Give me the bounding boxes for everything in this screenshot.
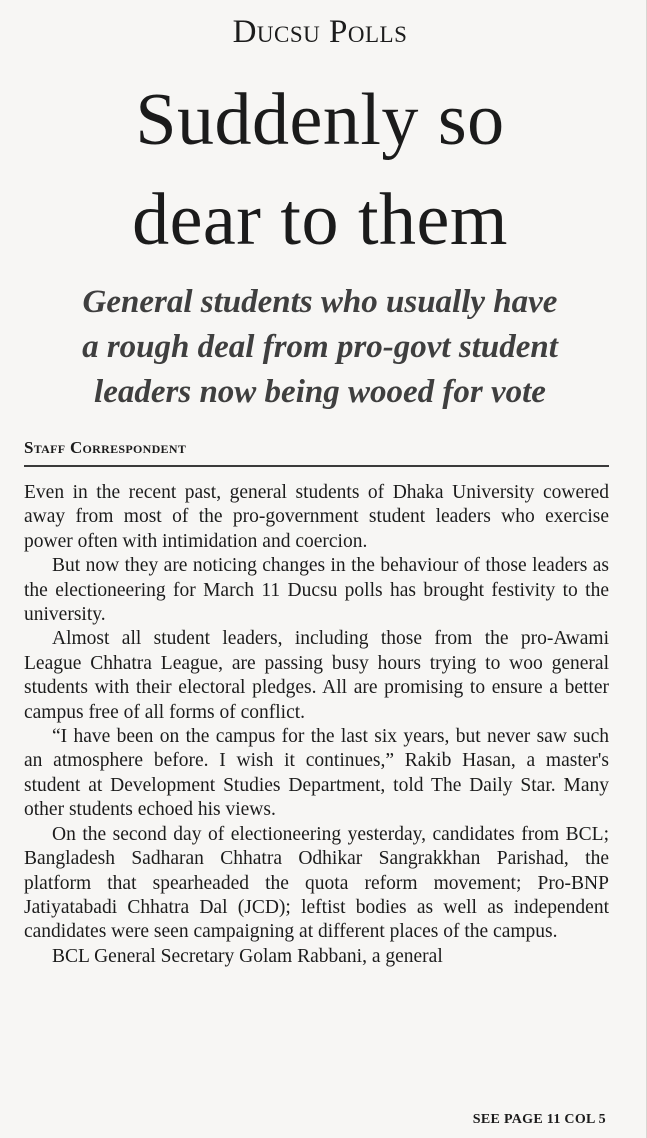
article-paragraph: “I have been on the campus for the last six years, but never saw such an atmosphere before. I wish it continues,” Rakib Hasan, a master's student at Development Studies Department, told The Daily Star. Many other students echoed his views. [24, 726, 609, 821]
headline-line: Suddenly so [135, 79, 505, 161]
section-kicker: Ducsu Polls [232, 14, 408, 50]
headline [0, 70, 640, 270]
article-paragraph: Even in the recent past, general students of Dhaka University cowered away from most of the pro-government student leaders who exercise power often with intimidation and coercion. [24, 482, 609, 552]
subheadline [0, 280, 640, 415]
headline-line: dear to them [132, 179, 508, 261]
article-paragraph: But now they are noticing changes in the behaviour of those leaders as the electioneering for March 11 Ducsu polls has brought festivity to the university. [24, 555, 609, 626]
byline-divider [24, 465, 609, 467]
article-body [24, 481, 609, 969]
subheadline-line: leaders now being wooed for vote [94, 374, 546, 410]
subheadline-line: General students who usually have [82, 284, 558, 320]
article-paragraph: BCL General Secretary Golam Rabbani, a general [52, 945, 443, 967]
continuation-jump-line: SEE PAGE 11 COL 5 [472, 1112, 606, 1127]
byline: Staff Correspondent [24, 438, 187, 457]
subheadline-line: a rough deal from pro-govt student [82, 329, 558, 365]
article-paragraph: On the second day of electioneering yesterday, candidates from BCL; Bangladesh Sadharan Chhatra Odhikar Sangrakkhan Parishad, the platform that spearheaded the quota reform movement; Pro-BNP Jatiyatabadi Chhatra Dal (JCD); leftist bodies as well as independent candidates were seen campaigning at different places of the campus. [24, 823, 609, 943]
article-paragraph: Almost all student leaders, including those from the pro-Awami League Chhatra League, are passing busy hours trying to woo general students with their electoral pledges. All are promising to ensure a better campus free of all forms of conflict. [24, 628, 609, 723]
